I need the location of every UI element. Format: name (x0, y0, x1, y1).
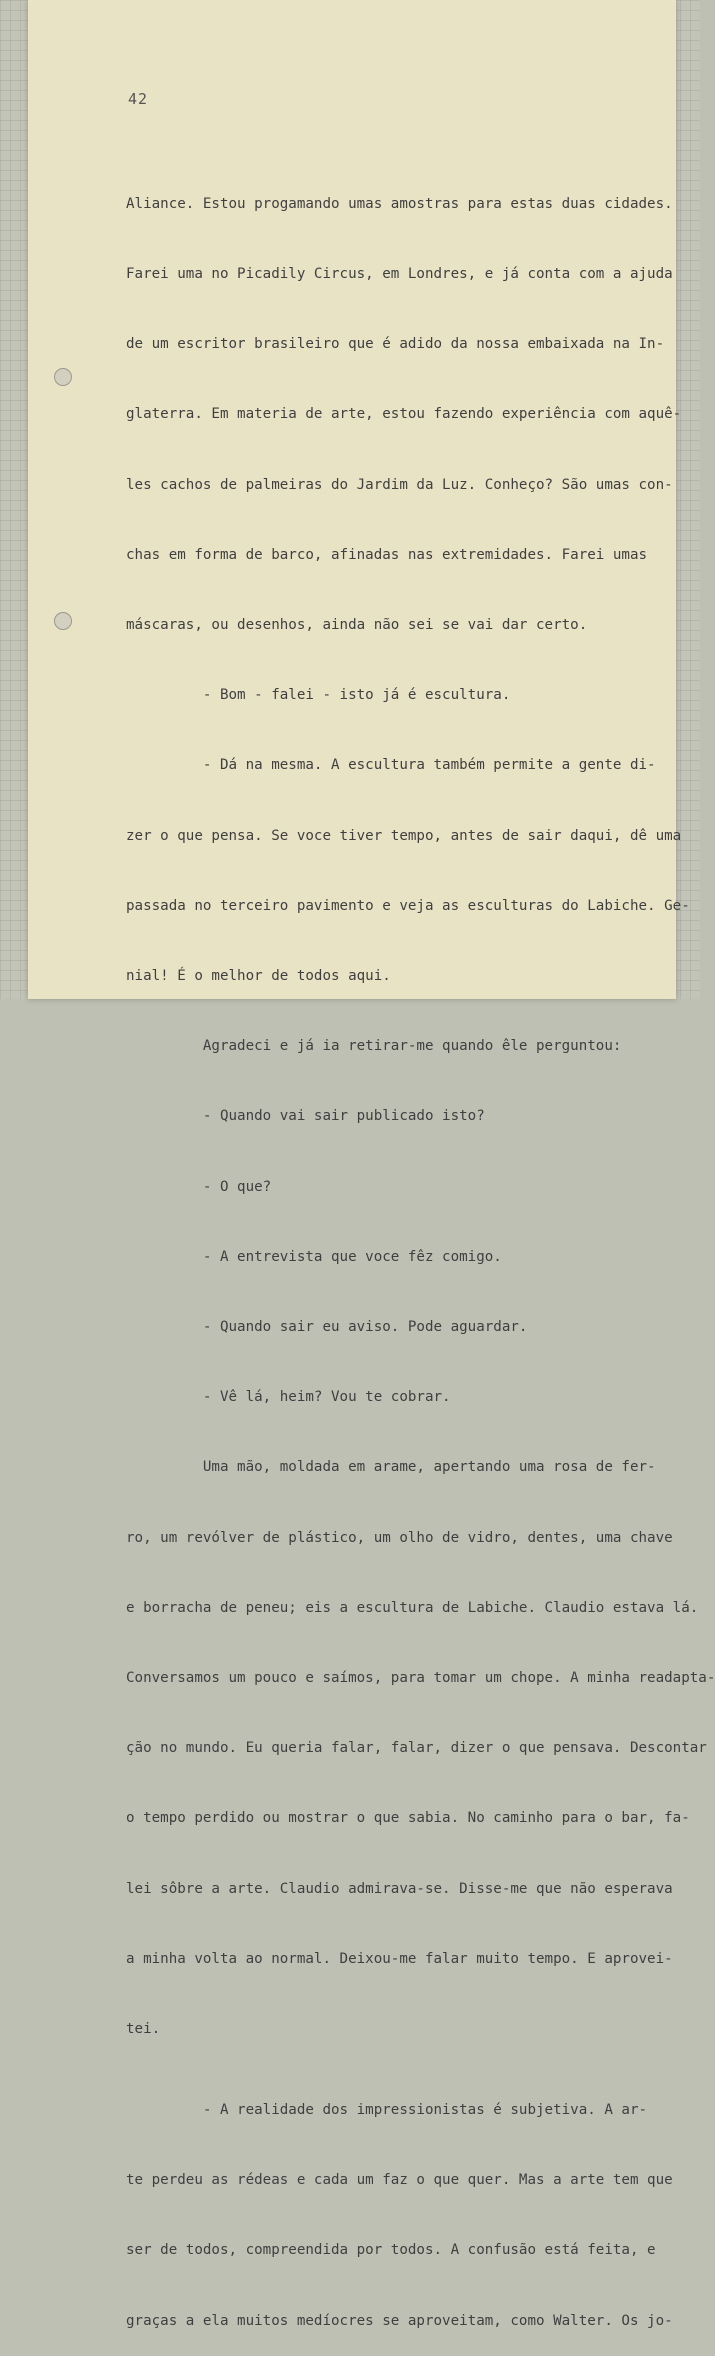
text-line: - Bom - falei - isto já é escultura. (126, 687, 511, 704)
text-line: - A entrevista que voce fêz comigo. (126, 1248, 502, 1265)
text-line: lei sôbre a arte. Claudio admirava-se. Disse-me que não esperava (126, 1880, 673, 1897)
punch-hole-bottom (54, 612, 72, 630)
text-line: - A realidade dos impressionistas é subjetiva. A ar- (126, 2101, 648, 2118)
text-line: - Quando vai sair publicado isto? (126, 1108, 485, 1125)
punch-hole-top (54, 368, 72, 386)
text-line: Aliance. Estou progamando umas amostras para estas duas cidades. (126, 195, 673, 212)
text-line: zer o que pensa. Se voce tiver tempo, antes de sair daqui, dê uma (126, 827, 682, 844)
text-line: Agradeci e já ia retirar-me quando êle perguntou: (126, 1038, 622, 1055)
text-line: Farei uma no Picadily Circus, em Londres, e já conta com a ajuda (126, 266, 673, 283)
text-line: ro, um revólver de plástico, um olho de vidro, dentes, uma chave (126, 1529, 673, 1546)
text-line: de um escritor brasileiro que é adido da nossa embaixada na In- (126, 336, 665, 353)
page-body (126, 146, 715, 2356)
text-line: máscaras, ou desenhos, ainda não sei se vai dar certo. (126, 617, 588, 634)
text-line: nial! É o melhor de todos aqui. (126, 968, 391, 985)
text-line: te perdeu as rédeas e cada um faz o que quer. Mas a arte tem que (126, 2172, 673, 2189)
text-line: Conversamos um pouco e saímos, para tomar um chope. A minha readapta- (126, 1670, 715, 1687)
text-line: a minha volta ao normal. Deixou-me falar muito tempo. E aprovei- (126, 1950, 673, 1967)
text-line: - O que? (126, 1178, 272, 1195)
text-line: - Vê lá, heim? Vou te cobrar. (126, 1389, 451, 1406)
text-line: - Dá na mesma. A escultura também permite a gente di- (126, 757, 656, 774)
text-line: tei. (126, 2021, 161, 2038)
text-line: e borracha de peneu; eis a escultura de Labiche. Claudio estava lá. (126, 1599, 699, 1616)
text-line: graças a ela muitos medíocres se aproveitam, como Walter. Os jo- (126, 2312, 673, 2329)
text-line: passada no terceiro pavimento e veja as esculturas do Labiche. Ge- (126, 897, 690, 914)
page-number: 42 (128, 90, 149, 108)
text-line: Uma mão, moldada em arame, apertando uma rosa de fer- (126, 1459, 656, 1476)
text-line: glaterra. Em materia de arte, estou fazendo experiência com aquê- (126, 406, 682, 423)
text-line: les cachos de palmeiras do Jardim da Luz. Conheço? São umas con- (126, 476, 673, 493)
text-line: ser de todos, compreendida por todos. A confusão está feita, e (126, 2242, 656, 2259)
text-line: chas em forma de barco, afinadas nas extremidades. Farei umas (126, 546, 648, 563)
text-line: - Quando sair eu aviso. Pode aguardar. (126, 1319, 528, 1336)
text-line: o tempo perdido ou mostrar o que sabia. No caminho para o bar, fa- (126, 1810, 690, 1827)
text-line: ção no mundo. Eu queria falar, falar, dizer o que pensava. Descontar (126, 1740, 707, 1757)
